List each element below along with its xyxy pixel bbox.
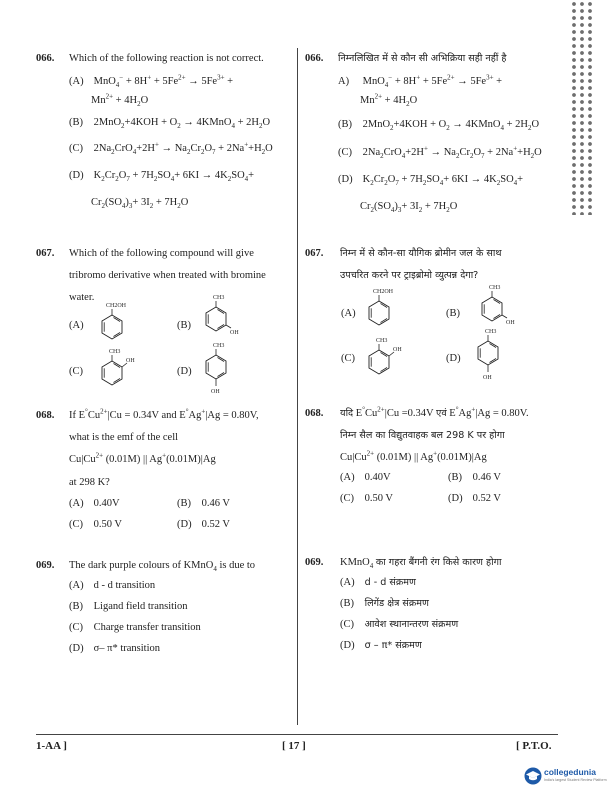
question-066-hi xyxy=(305,48,560,218)
question-stem: KMnO$_4$ का गहरा बैंगनी रंग किसे कारण होगा xyxy=(340,557,502,571)
footer-right: [ P.T.O. xyxy=(516,740,552,752)
ch3-label: CH3 xyxy=(213,295,225,301)
o-cresol-structure xyxy=(363,336,403,388)
question-stem-line-2: निम्न सैल का विद्युतवाहक बल 298 K पर होगा xyxy=(340,430,505,441)
question-stem-line-4: at 298 K? xyxy=(69,477,110,488)
option-a[interactable]: (A) $MnO_4^- + 8H^+ + 5Fe^{2+} \to 5Fe^{3+}$ + xyxy=(69,73,234,90)
logo-tagline: India's largest Student Review Platform xyxy=(544,778,607,782)
option-a-equation: $MnO_4^- + 8H^+ + 5Fe^{2+} \to 5Fe^{3+}$ + xyxy=(93,73,234,90)
option-b[interactable]: (B) xyxy=(177,320,191,331)
option-c[interactable]: (C) xyxy=(341,353,355,364)
question-number: 066. xyxy=(36,53,55,64)
question-stem-line-3: water. xyxy=(69,292,95,303)
p-cresol-structure xyxy=(472,327,508,393)
option-a-continued: $Mn^{2+} + 4H_2O$ xyxy=(360,92,418,109)
question-stem-line-2: what is the emf of the cell xyxy=(69,432,179,443)
footer-left: 1-AA ] xyxy=(36,740,67,752)
option-d[interactable]: (D) xyxy=(446,353,461,364)
option-b[interactable]: (B) 0.46 V xyxy=(448,472,502,483)
option-d[interactable]: (D) xyxy=(177,366,192,377)
question-stem-line-2: tribromo derivative when treated with bromine xyxy=(69,270,266,281)
benzyl-alcohol-structure xyxy=(96,301,130,351)
column-divider xyxy=(297,48,298,725)
question-069-hi xyxy=(305,552,560,662)
option-a[interactable]: (A) 0.40V xyxy=(69,498,120,509)
question-stem-line-1: यदि $E^\circ Cu^{2+}|Cu =0.34V$ एवं E°Ag+|Ag = 0.80V. xyxy=(340,405,529,419)
option-c[interactable]: (C) xyxy=(69,366,83,377)
option-c[interactable]: (C) $2Na_2CrO_4+2H^+ \to Na_2Cr_2O_7 + 2Na^++H_2O$ xyxy=(69,140,273,157)
option-a[interactable]: (A) d - d transition xyxy=(69,580,156,591)
option-a[interactable]: (A) xyxy=(69,320,84,331)
collegedunia-logo[interactable] xyxy=(524,765,607,787)
question-066-en xyxy=(36,48,291,218)
option-d[interactable]: (D) 0.52 V xyxy=(177,519,231,530)
option-b[interactable]: (B) 0.46 V xyxy=(177,498,231,509)
cell-notation: $Cu|Cu^{2+}$ (0.01M) || Ag+(0.01M)|Ag xyxy=(69,451,216,465)
p-cresol-structure xyxy=(200,341,236,407)
ch3-label: CH3 xyxy=(213,343,225,349)
cell-notation: $Cu|Cu^{2+}$ (0.01M) || Ag+(0.01M)|Ag xyxy=(340,449,487,463)
option-d[interactable]: (D) σ– π* transition xyxy=(69,643,160,654)
option-b[interactable]: (B) $2MnO_2+4KOH + O_2$ → 4KMnO$_4$ + $2H_2O$ xyxy=(338,119,540,133)
option-c[interactable]: (C) आवेश स्थानान्तरण संक्रमण xyxy=(340,619,459,630)
option-d[interactable]: (D) 0.52 V xyxy=(448,493,502,504)
question-067-hi xyxy=(305,243,560,403)
page-number: [ 17 ] xyxy=(282,740,306,752)
benzyl-alcohol-structure xyxy=(363,287,397,337)
o-cresol-structure xyxy=(96,347,136,399)
option-d[interactable]: (D) $K_2Cr_2O_7 + 7H_2SO_4+ 6KI \to 4K_2SO_4+$ xyxy=(338,174,524,188)
option-c[interactable]: (C) 0.50 V xyxy=(69,519,123,530)
question-068-hi xyxy=(305,403,560,513)
question-069-en xyxy=(36,555,291,665)
option-c[interactable]: (C) 0.50 V xyxy=(340,493,394,504)
option-a[interactable]: (A) 0.40V xyxy=(340,472,391,483)
option-a[interactable]: (A) xyxy=(341,308,356,319)
ch3-label: CH3 xyxy=(485,329,497,335)
option-b[interactable]: (B) $2MnO_2+4KOH + O_2$ → 4KMnO$_4$ + $2H_2O$ xyxy=(69,117,271,131)
option-b[interactable]: (B) xyxy=(446,308,460,319)
question-number: 069. xyxy=(305,557,324,568)
oh-label: OH xyxy=(211,389,220,395)
oh-label: OH xyxy=(230,330,239,336)
ch3-label: CH3 xyxy=(109,349,121,355)
option-c[interactable]: (C) Charge transfer transition xyxy=(69,622,201,633)
question-stem-line-1: Which of the following compound will give xyxy=(69,248,254,259)
question-stem-line-1: If $E^\circ Cu^{2+}|Cu = 0.34V$ and E°Ag+|Ag = 0.80V, xyxy=(69,407,259,421)
question-stem: The dark purple colours of KMnO$_4$ is due to xyxy=(69,560,256,574)
option-a[interactable]: (A) d - d संक्रमण xyxy=(340,577,416,588)
ch2oh-label: CH2OH xyxy=(373,289,394,295)
ch2oh-label: CH2OH xyxy=(106,303,127,309)
question-stem-line-2: उपचरित करने पर ट्राइब्रोमो व्युत्पन्न देगा? xyxy=(340,270,479,281)
ch3-label: CH3 xyxy=(489,285,501,291)
option-b[interactable]: (B) लिगेंड क्षेत्र संक्रमण xyxy=(340,598,429,609)
question-068-en xyxy=(36,405,291,535)
question-067-en xyxy=(36,243,291,403)
option-d[interactable]: (D) $K_2Cr_2O_7 + 7H_2SO_4+ 6KI \to 4K_2SO_4+$ xyxy=(69,170,255,184)
oh-label: OH xyxy=(126,358,135,364)
oh-label: OH xyxy=(506,320,515,326)
decorative-border xyxy=(570,0,594,215)
option-a[interactable]: A) $MnO_4^- + 8H^+ + 5Fe^{2+} \to 5Fe^{3+}$ + xyxy=(338,73,503,90)
oh-label: OH xyxy=(393,347,402,353)
footer-rule xyxy=(36,734,558,735)
question-number: 069. xyxy=(36,560,55,571)
oh-label: OH xyxy=(483,375,492,381)
question-number: 067. xyxy=(305,248,324,259)
option-d-continued: $Cr_2(SO_4)_3+ 3I_2 + 7H_2O$ xyxy=(360,201,458,215)
question-stem: निम्नलिखित में से कौन सी अभिक्रिया सही नहीं है xyxy=(338,53,507,64)
graduation-cap-icon xyxy=(524,767,542,785)
ch3-label: CH3 xyxy=(376,338,388,344)
question-number: 068. xyxy=(36,410,55,421)
question-number: 066. xyxy=(305,53,324,64)
option-a-continued: $Mn^{2+} + 4H_2O$ xyxy=(91,92,149,109)
option-c[interactable]: (C) $2Na_2CrO_4+2H^+ \to Na_2Cr_2O_7 + 2Na^++H_2O$ xyxy=(338,144,542,161)
option-d-continued: $Cr_2(SO_4)_3+ 3I_2 + 7H_2O$ xyxy=(91,197,189,211)
question-stem: Which of the following reaction is not correct. xyxy=(69,53,264,64)
question-number: 068. xyxy=(305,408,324,419)
question-number: 067. xyxy=(36,248,55,259)
question-stem-line-1: निम्न में से कौन-सा यौगिक ब्रोमीन जल के साथ xyxy=(340,248,502,259)
option-d[interactable]: (D) σ – π* संक्रमण xyxy=(340,640,422,651)
logo-name: collegedunia xyxy=(544,767,596,777)
option-b[interactable]: (B) Ligand field transition xyxy=(69,601,188,612)
